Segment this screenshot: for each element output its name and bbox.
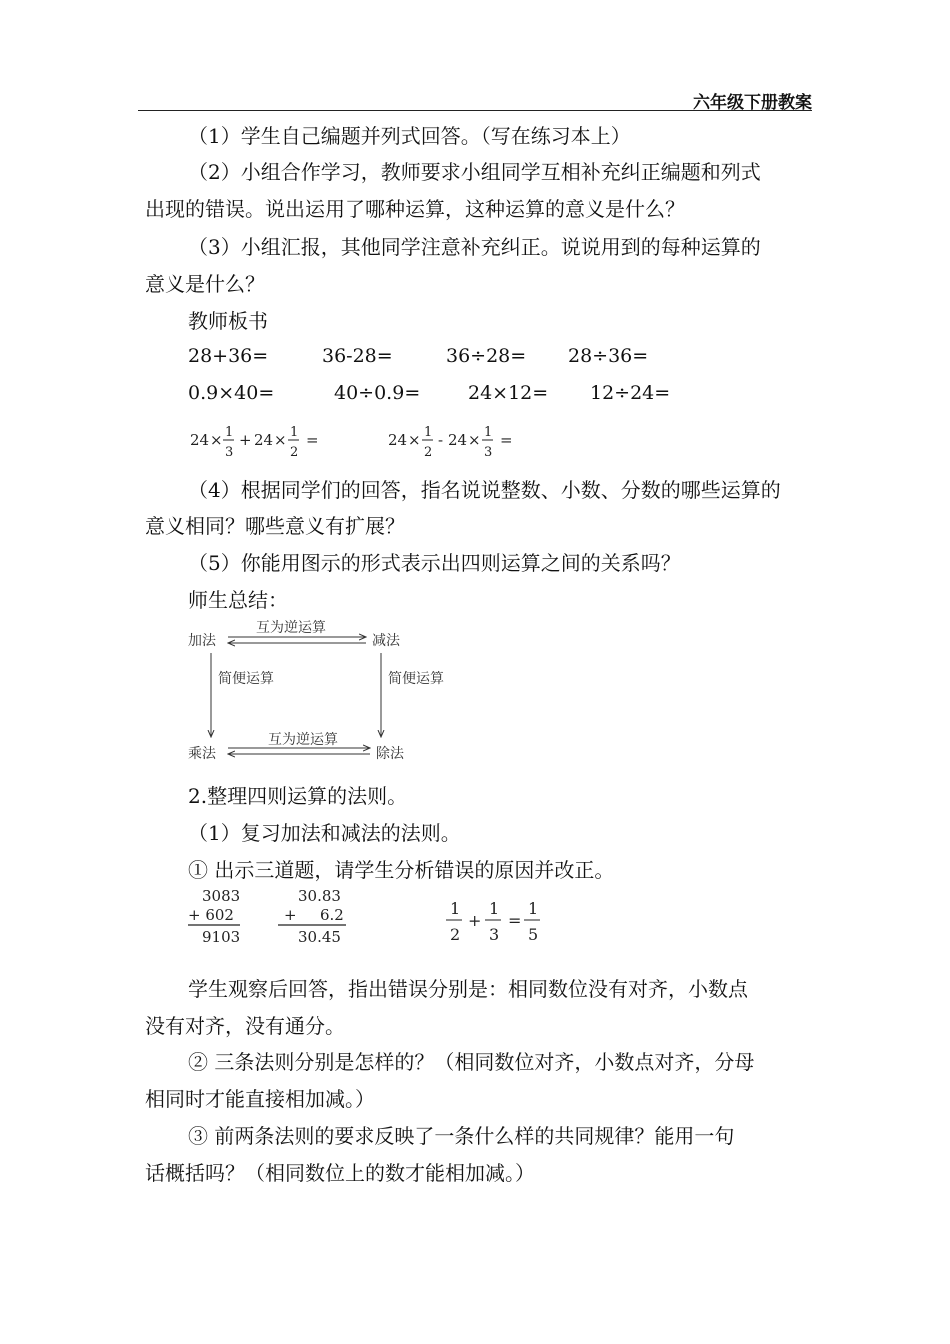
prob3-eq: =	[508, 911, 522, 930]
paragraph-5: （5）你能用图示的形式表示出四则运算之间的关系吗？	[188, 551, 681, 575]
prob2-plus: +	[284, 906, 297, 924]
prob2-top: 30.83	[298, 887, 341, 905]
error-problems	[180, 884, 560, 950]
paragraph-1: （1）学生自己编题并列式回答。（写在练习本上）	[188, 124, 631, 148]
board-expr: 36÷28=	[446, 345, 527, 367]
board-expr: 24×12=	[468, 382, 549, 404]
diagram-shortcut-left: 简便运算	[218, 671, 274, 687]
frac-expr1-n2: 1	[290, 425, 299, 440]
prob3-n1: 1	[450, 899, 461, 918]
section-2-step-1: ① 出示三道题，请学生分析错误的原因并改正。	[188, 858, 615, 882]
prob3-plus: +	[468, 911, 482, 930]
paragraph-4-line-1: （4）根据同学们的回答，指名说说整数、小数、分数的哪些运算的	[188, 478, 781, 502]
diagram-sub: 减法	[372, 633, 400, 649]
diagram-inverse-bottom: 互为逆运算	[268, 732, 338, 748]
frac-expr2-d2: 3	[484, 445, 493, 460]
frac-expr2-times: ×	[408, 431, 421, 449]
frac-expr1-d2: 2	[290, 445, 299, 460]
board-expr: 28+36=	[188, 345, 269, 367]
paragraph-3-line-2: 意义是什么？	[145, 272, 265, 296]
question-2-line-2: 相同时才能直接相加减。）	[145, 1087, 375, 1111]
prob2-add: 6.2	[320, 906, 344, 924]
frac-expr2-b: 24	[448, 431, 468, 449]
prob3-n2: 1	[489, 899, 500, 918]
frac-expr2-times2: ×	[468, 431, 481, 449]
frac-expr1-n1: 1	[225, 425, 234, 440]
prob1-add: + 602	[188, 906, 234, 924]
frac-expr1-times2: ×	[274, 431, 287, 449]
header-divider	[138, 110, 812, 111]
question-3-line-1: ③ 前两条法则的要求反映了一条什么样的共同规律？能用一句	[188, 1124, 735, 1148]
frac-expr2-d1: 2	[424, 445, 433, 460]
frac-expr2-minus: -	[438, 431, 444, 449]
board-expr: 12÷24=	[590, 382, 671, 404]
paragraph-2-line-2: 出现的错误。说出运用了哪种运算，这种运算的意义是什么？	[145, 197, 685, 221]
frac-expr2-a: 24	[388, 431, 408, 449]
observation-line-1: 学生观察后回答，指出错误分别是：相同数位没有对齐，小数点	[188, 977, 748, 1001]
board-expr: 40÷0.9=	[334, 382, 421, 404]
prob1-result: 9103	[202, 928, 241, 946]
frac-expr1-times: ×	[210, 431, 223, 449]
section-2-heading: 2.整理四则运算的法则。	[188, 784, 408, 808]
fraction-expressions	[186, 418, 546, 464]
prob3-d1: 2	[450, 925, 461, 944]
board-expr: 0.9×40=	[188, 382, 275, 404]
question-2-line-1: ② 三条法则分别是怎样的？（相同数位对齐，小数点对齐，分母	[188, 1050, 755, 1074]
prob3-d3: 5	[528, 925, 539, 944]
frac-expr1-eq: =	[306, 431, 319, 449]
diagram-add: 加法	[188, 633, 216, 649]
observation-line-2: 没有对齐，没有通分。	[145, 1014, 345, 1038]
prob3-n3: 1	[528, 899, 539, 918]
paragraph-4-line-2: 意义相同？哪些意义有扩展？	[145, 514, 405, 538]
frac-expr1-b: 24	[254, 431, 274, 449]
prob1-top: 3083	[202, 887, 241, 905]
page-header-title: 六年级下册教案	[693, 93, 812, 113]
paragraph-2-line-1: （2）小组合作学习，教师要求小组同学互相补充纠正编题和列式	[188, 160, 761, 184]
diagram-shortcut-right: 简便运算	[388, 671, 444, 687]
question-3-line-2: 话概括吗？（相同数位上的数才能相加减。）	[145, 1161, 535, 1185]
diagram-mul: 乘法	[188, 746, 216, 762]
frac-expr1-a: 24	[190, 431, 210, 449]
diagram-div: 除法	[376, 746, 404, 762]
board-expr: 36-28=	[322, 345, 393, 367]
section-2-sub-1: （1）复习加法和减法的法则。	[188, 821, 461, 845]
operations-diagram	[180, 615, 480, 765]
frac-expr1-plus: +	[239, 431, 252, 449]
frac-expr2-n1: 1	[424, 425, 433, 440]
diagram-inverse-top: 互为逆运算	[256, 620, 326, 636]
prob3-d2: 3	[489, 925, 500, 944]
summary-label: 师生总结：	[188, 588, 288, 612]
frac-expr1-d1: 3	[225, 445, 234, 460]
board-label: 教师板书	[188, 309, 268, 333]
prob2-result: 30.45	[298, 928, 341, 946]
board-expr: 28÷36=	[568, 345, 649, 367]
paragraph-3-line-1: （3）小组汇报，其他同学注意补充纠正。说说用到的每种运算的	[188, 235, 761, 259]
frac-expr2-n2: 1	[484, 425, 493, 440]
frac-expr2-eq: =	[500, 431, 513, 449]
